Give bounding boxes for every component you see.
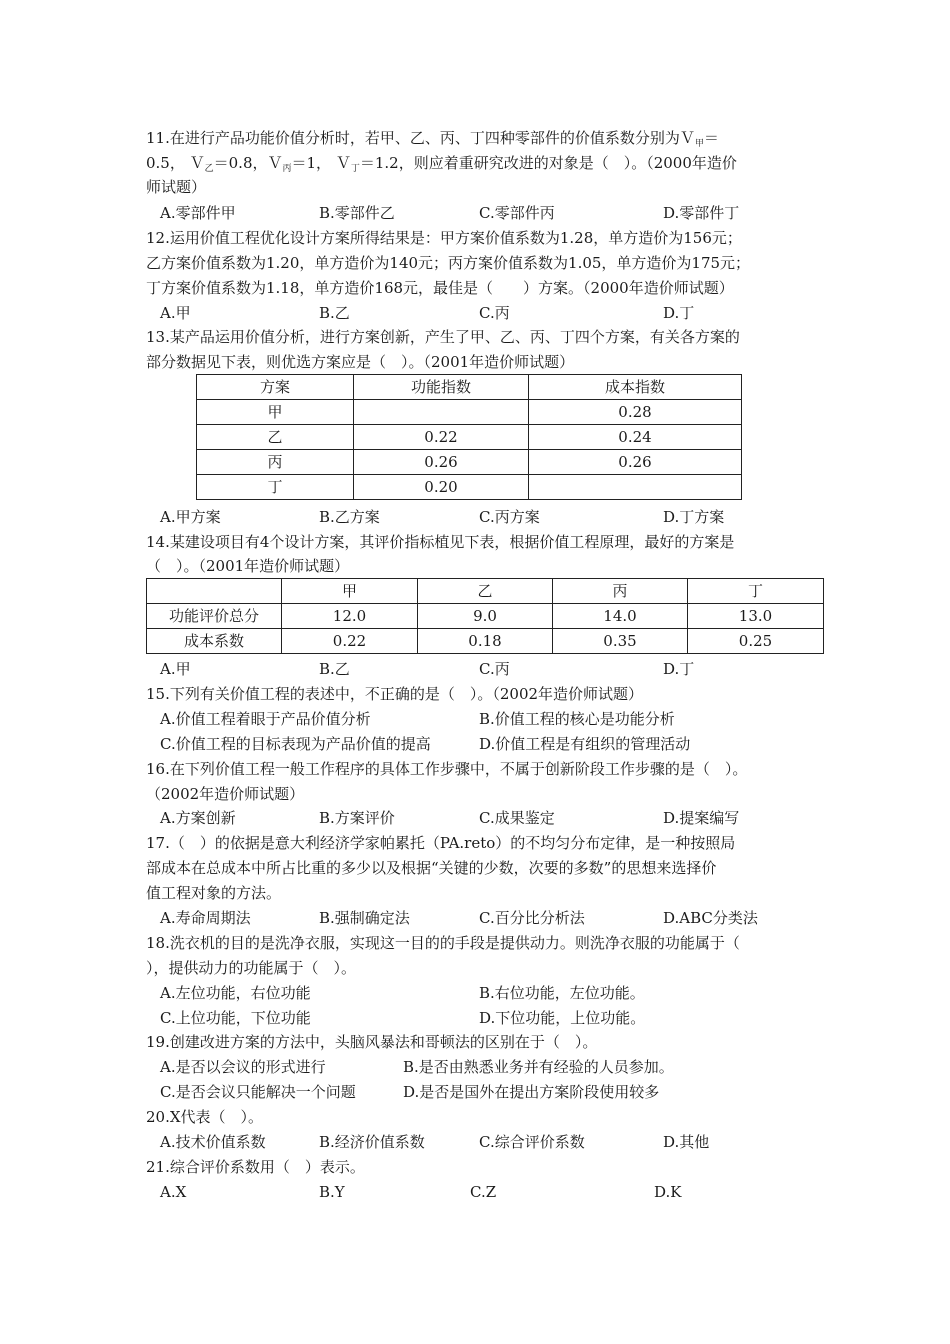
q20-option-a: A.技术价值系数: [160, 1133, 266, 1151]
q12-option-b: B.乙: [319, 304, 350, 322]
q20-option-d: D.其他: [663, 1133, 710, 1151]
q19-option-d: D.是否是国外在提出方案阶段使用较多: [403, 1083, 660, 1101]
table-row: [197, 475, 742, 500]
q13-option-c: C.丙方案: [479, 508, 540, 526]
q16-option-b: B.方案评价: [319, 809, 395, 827]
q13-option-b: B.乙方案: [319, 508, 380, 526]
q19-option-b: B.是否由熟悉业务并有经验的人员参加。: [403, 1058, 674, 1076]
q13-line-1: 13.某产品运用价值分析，进行方案创新，产生了甲、乙、丙、丁四个方案，有关各方案的: [146, 328, 740, 346]
table-cell: 成本系数: [147, 629, 282, 654]
q18-option-c: C.上位功能，下位功能: [160, 1009, 311, 1027]
table-row: [197, 400, 742, 425]
q11-option-c: C.零部件丙: [479, 204, 555, 222]
q19-option-a: A.是否以会议的形式进行: [160, 1058, 326, 1076]
q14-option-c: C.丙: [479, 660, 510, 678]
q21-option-c: C.Z: [470, 1183, 497, 1201]
q15-option-c: C.价值工程的目标表现为产品价值的提高: [160, 735, 431, 753]
q15-option-a: A.价值工程着眼于产品价值分析: [160, 710, 371, 728]
table-header-cell: 乙: [418, 579, 553, 604]
q20-option-b: B.经济价值系数: [319, 1133, 425, 1151]
q11-option-b: B.零部件乙: [319, 204, 395, 222]
q21-option-a: A.X: [160, 1183, 187, 1201]
q13-option-a: A.甲方案: [160, 508, 221, 526]
q16-option-a: A.方案创新: [160, 809, 236, 827]
q11-option-a: A.零部件甲: [160, 204, 236, 222]
q15-option-b: B.价值工程的核心是功能分析: [479, 710, 675, 728]
q21-line-1: 21.综合评价系数用（ ）表示。: [146, 1158, 365, 1176]
q14-option-d: D.丁: [663, 660, 695, 678]
subscript-jia: 甲: [694, 139, 704, 149]
q17-line-2: 部成本在总成本中所占比重的多少以及根据“关键的少数，次要的多数”的思想来选择价: [146, 859, 717, 877]
q12-option-c: C.丙: [479, 304, 510, 322]
q16-line-2: （2002年造价师试题）: [146, 785, 305, 803]
table-cell: 0.26: [529, 450, 742, 475]
table-cell: 14.0: [553, 604, 688, 629]
q14-line-1: 14.某建设项目有4个设计方案，其评价指标植见下表，根据价值工程原理，最好的方案是: [146, 533, 735, 551]
table-cell: 13.0: [688, 604, 824, 629]
table-row: [197, 425, 742, 450]
q12-line-1: 12.运用价值工程优化设计方案所得结果是：甲方案价值系数为1.28，单方造价为156元；: [146, 229, 742, 247]
table-cell: 丙: [197, 450, 354, 475]
q11-text-2d: ＝1.2，则应着重研究改进的对象是（ ）。（2000年造价: [359, 154, 737, 172]
table-cell: [354, 400, 529, 425]
table-cell: 0.25: [688, 629, 824, 654]
subscript-ding: 丁: [350, 164, 360, 174]
q19-option-c: C.是否会议只能解决一个问题: [160, 1083, 356, 1101]
subscript-yi: 乙: [204, 164, 214, 174]
table-header-cell: 成本指数: [529, 375, 742, 400]
q11-text-2a: 0.5， Ｖ: [146, 154, 205, 172]
q16-option-d: D.提案编写: [663, 809, 740, 827]
q11-text-1b: ＝: [703, 129, 719, 147]
table-cell: 乙: [197, 425, 354, 450]
q17-line-3: 值工程对象的方法。: [146, 884, 282, 902]
q12-line-3: 丁方案价值系数为1.18，单方造价168元，最佳是（ ）方案。（2000年造价师试题）: [146, 279, 734, 297]
q11-line-3: 师试题）: [146, 178, 207, 196]
q14-line-2: （ ）。（2001年造价师试题）: [146, 557, 350, 575]
q11-text-2c: ＝1， Ｖ: [291, 154, 351, 172]
subscript-bing: 丙: [282, 164, 292, 174]
q18-line-1: 18.洗衣机的目的是洗净衣服，实现这一目的的手段是提供动力。则洗净衣服的功能属于（: [146, 934, 740, 952]
q18-option-b: B.右位功能，左位功能。: [479, 984, 645, 1002]
table-cell: 甲: [197, 400, 354, 425]
q13-line-2: 部分数据见下表，则优选方案应是（ ）。（2001年造价师试题）: [146, 353, 575, 371]
q14-option-b: B.乙: [319, 660, 350, 678]
q17-option-d: D.ABC分类法: [663, 909, 758, 927]
q17-option-b: B.强制确定法: [319, 909, 410, 927]
table-cell: 0.35: [553, 629, 688, 654]
q19-line-1: 19.创建改进方案的方法中，头脑风暴法和哥顿法的区别在于（ ）。: [146, 1033, 598, 1051]
table-header-row: [147, 579, 824, 604]
q13-option-d: D.丁方案: [663, 508, 725, 526]
q20-line-1: 20.X代表（ ）。: [146, 1108, 264, 1126]
q21-option-b: B.Y: [319, 1183, 345, 1201]
q11-line-2: [146, 151, 737, 178]
q14-option-a: A.甲: [160, 660, 191, 678]
q11-line-1: [146, 126, 719, 153]
q16-option-c: C.成果鉴定: [479, 809, 555, 827]
table-cell: 9.0: [418, 604, 553, 629]
table-cell: 0.28: [529, 400, 742, 425]
table-cell: 0.20: [354, 475, 529, 500]
table-cell: 0.26: [354, 450, 529, 475]
table-row: [197, 450, 742, 475]
table-cell: 功能评价总分: [147, 604, 282, 629]
table-cell: 12.0: [282, 604, 418, 629]
table-header-cell: [147, 579, 282, 604]
q16-line-1: 16.在下列价值工程一般工作程序的具体工作步骤中，不属于创新阶段工作步骤的是（ ）。: [146, 760, 748, 778]
q12-line-2: 乙方案价值系数为1.20，单方造价为140元；丙方案价值系数为1.05，单方造价为175元；: [146, 254, 751, 272]
q13-table: [196, 374, 742, 500]
table-cell: 丁: [197, 475, 354, 500]
q11-option-d: D.零部件丁: [663, 204, 740, 222]
table-cell: 0.24: [529, 425, 742, 450]
table-row: [147, 629, 824, 654]
table-cell: 0.22: [354, 425, 529, 450]
q11-text-1: 11.在进行产品功能价值分析时，若甲、乙、丙、丁四种零部件的价值系数分别为Ｖ: [146, 129, 695, 147]
q12-option-a: A.甲: [160, 304, 191, 322]
table-header-cell: 甲: [282, 579, 418, 604]
table-cell: [529, 475, 742, 500]
q17-option-c: C.百分比分析法: [479, 909, 585, 927]
q18-line-2: ），提供动力的功能属于（ ）。: [146, 959, 357, 977]
q15-option-d: D.价值工程是有组织的管理活动: [479, 735, 691, 753]
q20-option-c: C.综合评价系数: [479, 1133, 585, 1151]
q12-option-d: D.丁: [663, 304, 695, 322]
table-cell: 0.22: [282, 629, 418, 654]
table-header-cell: 丁: [688, 579, 824, 604]
q18-option-a: A.左位功能，右位功能: [160, 984, 311, 1002]
table-header-cell: 方案: [197, 375, 354, 400]
q21-option-d: D.K: [654, 1183, 682, 1201]
q14-table: [146, 578, 824, 654]
table-header-cell: 功能指数: [354, 375, 529, 400]
q11-text-2b: ＝0.8，Ｖ: [213, 154, 283, 172]
table-cell: 0.18: [418, 629, 553, 654]
q17-line-1: 17.（ ）的依据是意大利经济学家帕累托（PA.reto）的不均匀分布定律，是一种按照局: [146, 834, 736, 852]
q15-line-1: 15.下列有关价值工程的表述中，不正确的是（ ）。（2002年造价师试题）: [146, 685, 644, 703]
q18-option-d: D.下位功能，上位功能。: [479, 1009, 646, 1027]
q17-option-a: A.寿命周期法: [160, 909, 251, 927]
table-header-cell: 丙: [553, 579, 688, 604]
table-row: [147, 604, 824, 629]
table-header-row: [197, 375, 742, 400]
